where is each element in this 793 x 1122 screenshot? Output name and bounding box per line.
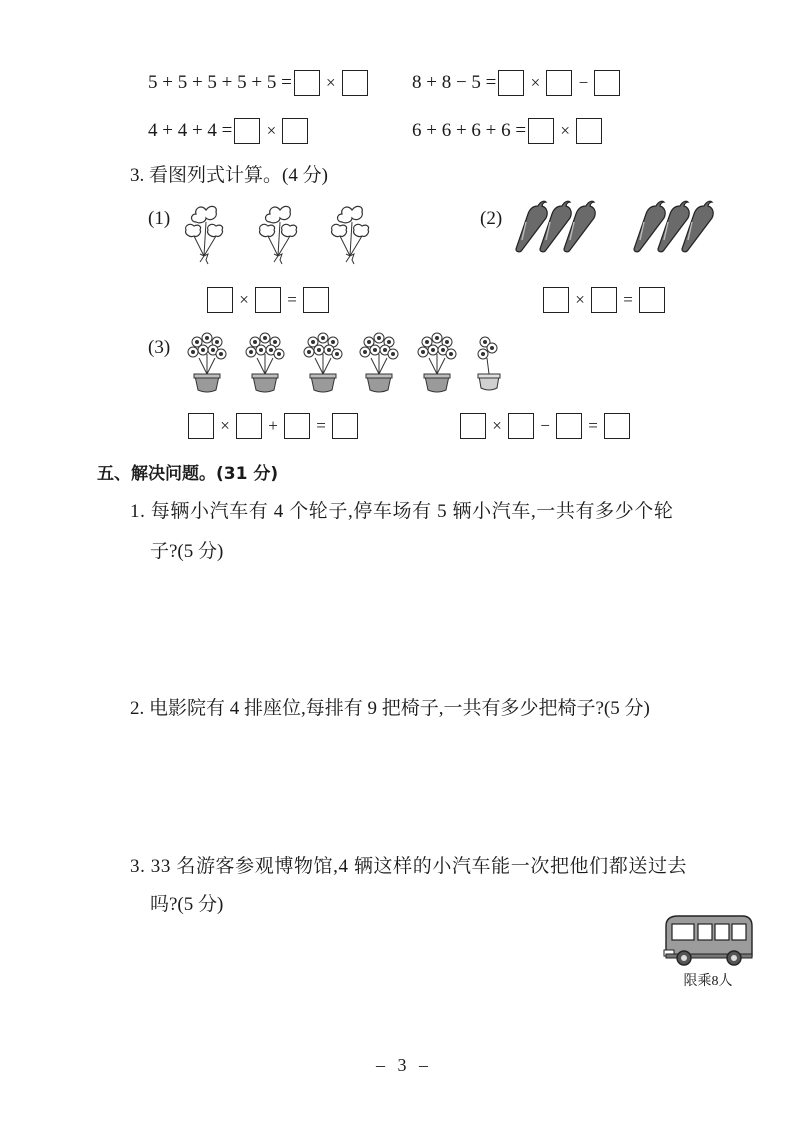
problem-1-line-1: 1. 每辆小汽车有 4 个轮子,停车场有 5 辆小汽车,一共有多少个轮 <box>130 501 674 522</box>
answer-box[interactable] <box>284 413 310 439</box>
equation-row-part1 <box>207 287 329 313</box>
answer-box[interactable] <box>576 118 602 144</box>
problem-3-line-1: 3. 33 名游客参观博物馆,4 辆这样的小汽车能一次把他们都送过去 <box>130 856 688 877</box>
bus-icon <box>660 912 756 968</box>
equals-sign: = <box>287 290 297 309</box>
pepper-icon-group <box>510 200 720 256</box>
equals-sign: = <box>588 416 598 435</box>
flower-pot-icon-group <box>185 330 515 396</box>
answer-box[interactable] <box>508 413 534 439</box>
times-sign: × <box>560 121 570 140</box>
section-5-title <box>97 462 278 486</box>
q3-title: 3. 看图列式计算。(4 分) <box>130 165 328 186</box>
section-5-title-text: 五、解决问题。(31 分) <box>97 464 279 484</box>
answer-box[interactable] <box>342 70 368 96</box>
answer-box[interactable] <box>528 118 554 144</box>
answer-box[interactable] <box>236 413 262 439</box>
problem-3-line-2: 吗?(5 分) <box>150 894 224 915</box>
answer-box[interactable] <box>543 287 569 313</box>
times-sign: × <box>326 73 336 92</box>
problem-1-line-2: 子?(5 分) <box>150 541 224 562</box>
answer-box[interactable] <box>460 413 486 439</box>
bus-illustration <box>660 912 756 990</box>
equation-row-1a <box>148 70 368 96</box>
answer-box[interactable] <box>207 287 233 313</box>
answer-box[interactable] <box>234 118 260 144</box>
bus-capacity-label: 限乘8人 <box>683 974 733 989</box>
equals-sign: = <box>316 416 326 435</box>
minus-sign: − <box>540 416 550 435</box>
plus-sign: + <box>268 416 278 435</box>
equation-text: 4 + 4 + 4 = <box>148 120 233 141</box>
answer-box[interactable] <box>556 413 582 439</box>
equation-text: 5 + 5 + 5 + 5 + 5 = <box>148 72 292 93</box>
answer-box[interactable] <box>591 287 617 313</box>
times-sign: × <box>575 290 585 309</box>
times-sign: × <box>266 121 277 140</box>
answer-box[interactable] <box>255 287 281 313</box>
answer-box[interactable] <box>282 118 308 144</box>
times-sign: × <box>239 290 249 309</box>
equation-text: 6 + 6 + 6 + 6 = <box>412 120 527 141</box>
part-2-label: (2) <box>480 208 503 229</box>
balloon-flower-icon-group <box>180 202 380 268</box>
equation-row-part3b <box>460 413 630 439</box>
equation-row-1b <box>412 70 620 96</box>
answer-box[interactable] <box>604 413 630 439</box>
answer-box[interactable] <box>332 413 358 439</box>
equation-text: 8 + 8 − 5 = <box>412 72 497 93</box>
times-sign: × <box>530 73 541 92</box>
answer-box[interactable] <box>303 287 329 313</box>
equation-row-2a <box>148 118 308 144</box>
equals-sign: = <box>623 290 633 309</box>
part-1-label: (1) <box>148 208 171 229</box>
answer-box[interactable] <box>639 287 665 313</box>
page-number: – 3 – <box>376 1055 432 1075</box>
equation-row-2b <box>412 118 602 144</box>
answer-box[interactable] <box>546 70 572 96</box>
part-3-label: (3) <box>148 337 171 358</box>
answer-box[interactable] <box>188 413 214 439</box>
problem-2: 2. 电影院有 4 排座位,每排有 9 把椅子,一共有多少把椅子?(5 分) <box>130 698 650 719</box>
answer-box[interactable] <box>294 70 320 96</box>
times-sign: × <box>492 416 502 435</box>
equation-row-part2 <box>543 287 665 313</box>
minus-sign: − <box>578 73 589 92</box>
times-sign: × <box>220 416 230 435</box>
equation-row-part3a <box>188 413 358 439</box>
answer-box[interactable] <box>498 70 524 96</box>
answer-box[interactable] <box>594 70 620 96</box>
